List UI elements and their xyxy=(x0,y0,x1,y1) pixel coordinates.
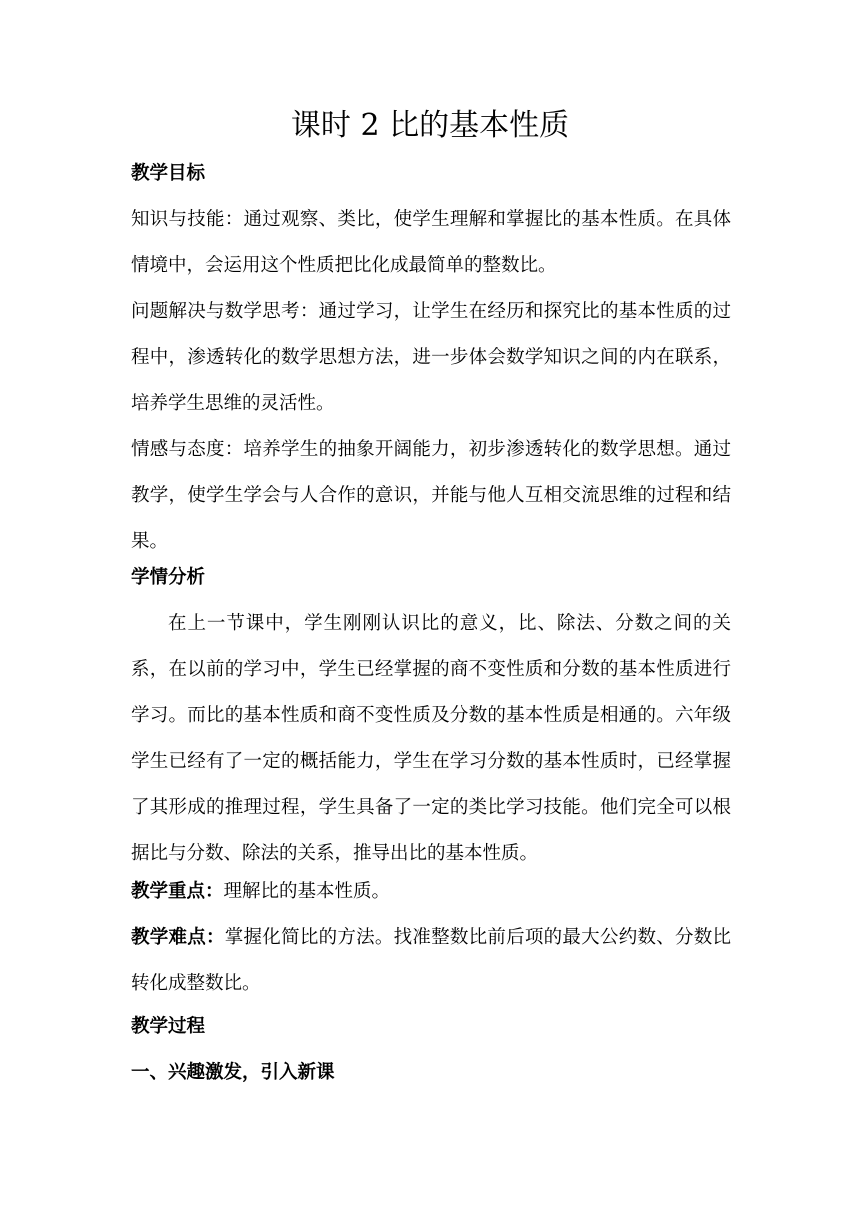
objective-problem-paragraph: 问题解决与数学思考：通过学习，让学生在经历和探究比的基本性质的过程中，渗透转化的数学思想方法，进一步体会数学知识之间的内在联系，培养学生思维的灵活性。 xyxy=(131,301,731,414)
key-point-text: 理解比的基本性质。 xyxy=(223,881,391,902)
objective-emotion-paragraph: 情感与态度：培养学生的抽象开阔能力，初步渗透转化的数学思想。通过教学，使学生学会与人合作的意识，并能与他人互相交流思维的过程和结果。 xyxy=(131,439,731,552)
key-point-paragraph xyxy=(131,869,731,915)
analysis-paragraph: 在上一节课中，学生刚刚认识比的意义，比、除法、分数之间的关系，在以前的学习中，学生已经掌握的商不变性质和分数的基本性质进行学习。而比的基本性质和商不变性质及分数的基本性质是相通的。六年级学生已经有了一定的概括能力，学生在学习分数的基本性质时，已经掌握了其形成的推理过程，学生具备了一定的类比学习技能。他们完全可以根据比与分数、除法的关系，推导出比的基本性质。 xyxy=(131,613,731,864)
part-one-heading: 一、兴趣激发，引入新课 xyxy=(131,1062,335,1083)
objective-knowledge-paragraph: 知识与技能：通过观察、类比，使学生理解和掌握比的基本性质。在具体情境中，会运用这个性质把比化成最简单的整数比。 xyxy=(131,209,731,276)
difficulty-label: 教学难点： xyxy=(131,927,225,948)
document-title: 课时 2 比的基本性质 xyxy=(290,108,570,143)
difficulty-paragraph xyxy=(131,915,731,1007)
objectives-heading: 教学目标 xyxy=(131,163,206,184)
difficulty-text: 掌握化简比的方法。找准整数比前后项的最大公约数、分数比转化成整数比。 xyxy=(131,927,731,994)
key-point-label: 教学重点： xyxy=(131,881,224,902)
analysis-heading: 学情分析 xyxy=(131,567,206,588)
process-heading: 教学过程 xyxy=(131,1016,206,1037)
